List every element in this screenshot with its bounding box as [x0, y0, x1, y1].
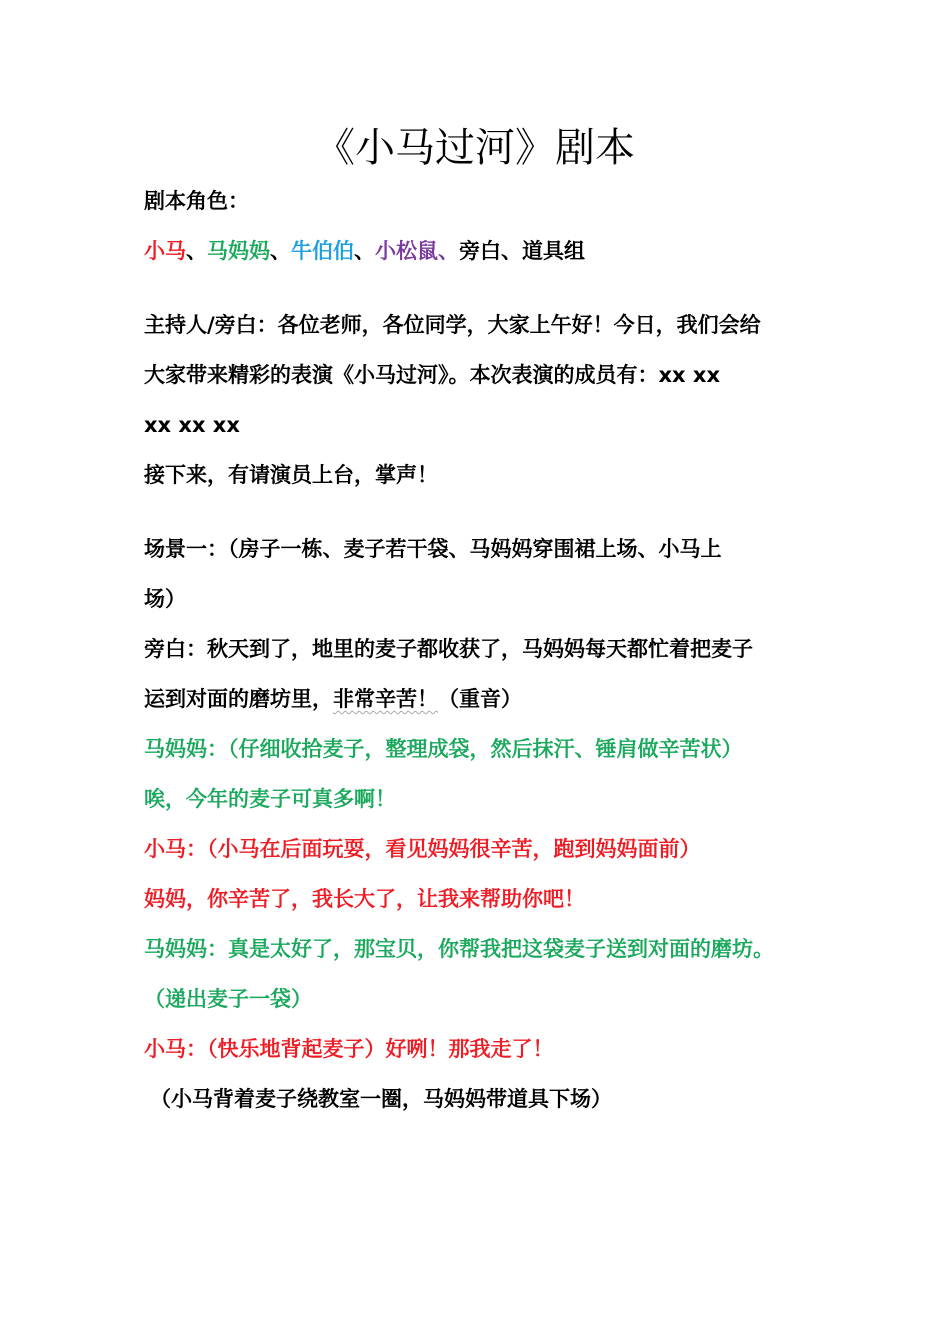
mother-line-3: 马妈妈：真是太好了，那宝贝，你帮我把这袋麦子送到对面的磨坊。: [144, 937, 774, 961]
mother-line-4: （递出麦子一袋）: [144, 987, 312, 1011]
role-squirrel: 小松鼠: [375, 239, 438, 263]
role-separator: 、: [438, 239, 459, 263]
scene1-heading-line-2: 场）: [144, 587, 186, 611]
role-pony: 小马: [144, 239, 186, 263]
scene1-heading-line-1: 场景一：（房子一栋、麦子若干袋、马妈妈穿围裙上场、小马上: [144, 537, 722, 561]
narration-emphasis: 非常辛苦！: [333, 687, 438, 711]
script-title: 《小马过河》剧本: [315, 125, 635, 171]
role-uncle-ox: 牛伯伯: [291, 239, 354, 263]
role-narrator-props: 旁白、道具组: [459, 239, 585, 263]
intro-line-2: 大家带来精彩的表演《小马过河》。本次表演的成员有：xx xx: [144, 363, 720, 387]
intro-line-1: 主持人/旁白：各位老师，各位同学，大家上午好！今日，我们会给: [144, 313, 761, 337]
role-separator: 、: [270, 239, 291, 263]
intro-line-4: 接下来，有请演员上台，掌声！: [144, 463, 438, 487]
narration-stage-note: （重音）: [438, 687, 522, 711]
mother-line-2: 唉，今年的麦子可真多啊！: [144, 787, 396, 811]
mother-line-1: 马妈妈：（仔细收拾麦子，整理成袋，然后抹汗、锤肩做辛苦状）: [144, 737, 743, 761]
role-mother-horse: 马妈妈: [207, 239, 270, 263]
role-separator: 、: [354, 239, 375, 263]
pony-line-1: 小马：（小马在后面玩耍，看见妈妈很辛苦，跑到妈妈面前）: [144, 837, 701, 861]
roles-heading: 剧本角色：: [144, 189, 249, 213]
pony-line-3: 小马：（快乐地背起麦子）好咧！那我走了！: [144, 1037, 554, 1061]
narration-line-2: [144, 684, 522, 714]
intro-line-3: xx xx xx: [144, 413, 240, 437]
stage-direction: （小马背着麦子绕教室一圈，马妈妈带道具下场）: [150, 1087, 612, 1111]
roles-list: [144, 236, 585, 266]
narration-text: 运到对面的磨坊里，: [144, 687, 333, 711]
role-separator: 、: [186, 239, 207, 263]
narration-line-1: 旁白：秋天到了，地里的麦子都收获了，马妈妈每天都忙着把麦子: [144, 637, 753, 661]
pony-line-2: 妈妈，你辛苦了，我长大了，让我来帮助你吧！: [144, 887, 585, 911]
